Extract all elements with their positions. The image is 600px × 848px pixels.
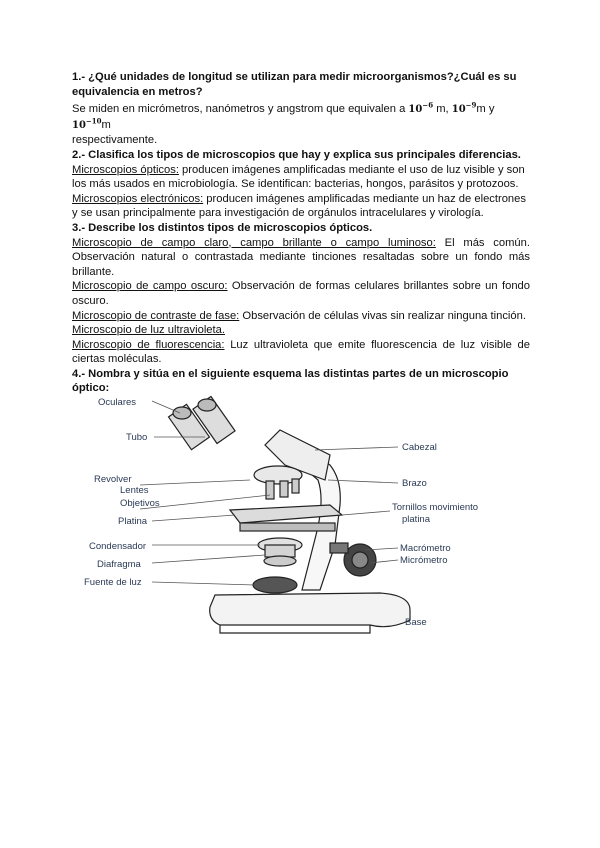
microscope-illustration [80,385,540,645]
question-1-answer [72,102,530,148]
power-2: $10^{-9}$ [451,100,477,116]
unit-1: m, [436,103,449,116]
label-oculares: Oculares [98,397,137,408]
electron-term: Microscopios electrónicos: [72,192,204,205]
answer-1-text: Se miden en micrómetros, nanómetros y angstrom que equivalen a [72,103,406,116]
power-3: $10^{-10}$ [72,116,102,131]
question-4-title: 4.- Nombra y sitúa en el siguiente esquema las distintas partes de un microscopio óptico: [72,367,509,395]
label-tornillos-platina: platina [402,514,430,525]
label-revolver: Revolver [94,474,132,485]
electron-microscopes-paragraph: Microscopios electrónicos: producen imágenes amplificadas mediante un haz de electrones y se usan principalmente para investigación de orgánulos intracelulares y virología. [72,192,526,220]
label-macrometro: Macrómetro [400,543,451,554]
microscope-diagram [80,385,540,645]
unit-3: m [101,118,111,131]
label-diafragma: Diafragma [97,559,141,570]
microscope-type-item: Microscopio de campo oscuro: Observación de formas celulares brillantes sobre un fondo oscuro. [72,280,530,307]
power-1: $10^{-6}$ [408,100,434,116]
question-1-title: 1.- ¿Qué unidades de longitud se utilizan para medir microorganismos?¿Cuál es su equivalencia en metros? [72,71,517,98]
label-condensador: Condensador [89,541,147,552]
label-platina: Platina [118,516,148,527]
unit-2: m y [476,103,495,116]
label-cabezal: Cabezal [402,442,437,453]
question-2-title: 2.- Clasifica los tipos de microscopios que hay y explica sus principales diferencias. [72,148,521,161]
optical-term: Microscopios ópticos: [72,163,179,176]
question-3-title: 3.- Describe los distintos tipos de microscopios ópticos. [72,221,373,234]
microscope-type-item: Microscopio de campo claro, campo brillante o campo luminoso: El más común. Observación natural o contrastada mediante tinciones resaltadas sobre un fondo más brillante. [72,236,530,278]
microscope-drawing [169,396,410,633]
document-body [72,70,530,396]
microscope-type-item: Microscopio de fluorescencia: Luz ultravioleta que emite fluorescencia de luz visible de ciertas moléculas. [72,338,530,366]
label-fuente-de-luz: Fuente de luz [84,577,142,588]
microscope-type-item: Microscopio de contraste de fase: Observación de células vivas sin realizar ninguna tinción. [72,309,526,322]
microscope-type-item: Microscopio de luz ultravioleta. [72,324,225,337]
label-micrometro: Micrómetro [400,555,448,566]
label-lentes: Lentes [120,485,149,496]
answer-1-end: respectivamente. [72,134,158,147]
label-tornillos: Tornillos movimiento [392,502,479,513]
optical-microscopes-paragraph: Microscopios ópticos: producen imágenes amplificadas mediante el uso de luz visible y son los más usados en microbiología. Se identifican: bacterias, hongos, parásitos y protozoos. [72,163,525,191]
label-base: Base [405,617,427,628]
label-objetivos: Objetivos [120,498,160,509]
label-brazo: Brazo [402,478,427,489]
label-tubo: Tubo [126,432,148,443]
